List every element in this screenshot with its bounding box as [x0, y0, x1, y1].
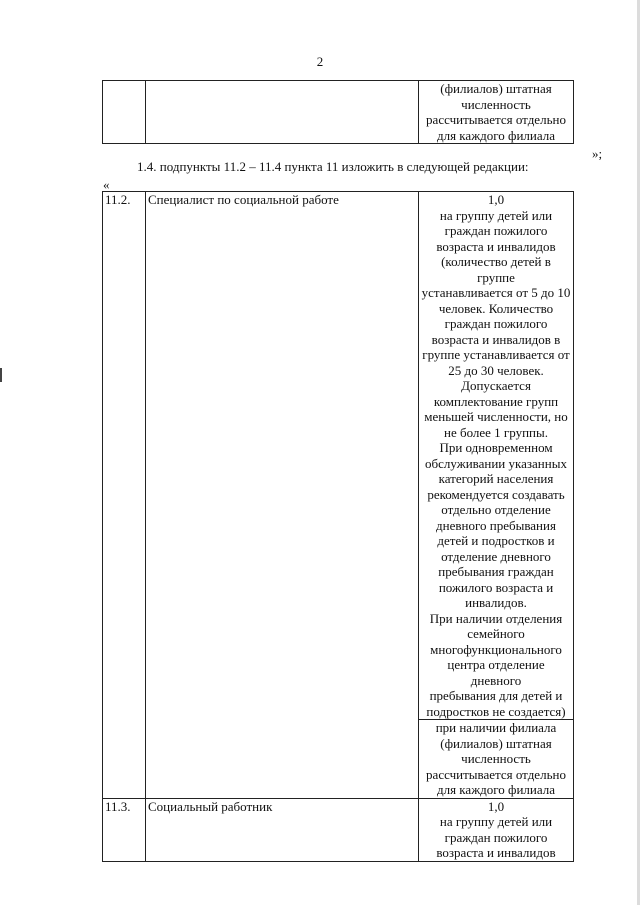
closing-quote: »;: [592, 146, 603, 161]
value-line: человек. Количество: [438, 300, 554, 316]
value-line: возраста и инвалидов: [436, 845, 556, 860]
amendment-paragraph: 1.4. подпункты 11.2 – 11.4 пункта 11 изложить в следующей редакции:: [137, 159, 529, 174]
value-line: граждан пожилого: [444, 829, 548, 845]
value-line: (филиалов) штатная: [440, 735, 552, 751]
table-row: [103, 798, 574, 861]
value-line: меньшей численности, но: [424, 409, 568, 424]
value-line: 25 до 30 человек.: [448, 362, 544, 378]
value-line: граждан пожилого: [444, 316, 548, 331]
value-cell: [419, 192, 574, 720]
value-line: семейного: [467, 626, 525, 641]
row-number: 11.3.: [103, 798, 146, 861]
value-line: подростков не создается): [426, 703, 566, 719]
value-line: численность: [461, 96, 531, 112]
value-line: для каждого филиала: [436, 127, 556, 143]
value-line: категорий населения: [438, 471, 554, 486]
value-line: (количество детей в группе: [441, 254, 551, 285]
value-line: отдельно отделение: [441, 502, 551, 517]
value-line: пребывания граждан: [438, 564, 554, 579]
opening-quote: «: [103, 177, 110, 192]
page-number: 2: [316, 54, 324, 69]
value-line: При одновременном: [439, 440, 553, 455]
value-line: отделение дневного: [441, 548, 551, 564]
value-line: на группу детей или: [439, 207, 553, 223]
value-line: инвалидов.: [465, 595, 527, 610]
value-cell: [419, 798, 574, 861]
value-line: граждан пожилого: [444, 223, 548, 238]
top-table-fragment: [102, 80, 574, 144]
row-number: 11.2.: [103, 192, 146, 799]
value-line: многофункционального: [430, 641, 562, 657]
value-line: не более 1 группы.: [443, 424, 548, 440]
position-name: Социальный работник: [146, 798, 419, 861]
value-line: При наличии отделения: [429, 610, 563, 626]
value-line: при наличии филиала: [435, 720, 557, 735]
value-line: численность: [461, 751, 531, 766]
scan-artifact: [0, 368, 2, 382]
position-name: Специалист по социальной работе: [146, 192, 419, 799]
number-cell: [103, 81, 146, 144]
value-line: обслуживании указанных: [425, 455, 567, 471]
value-cell: [419, 720, 574, 799]
value-cell: [419, 81, 574, 144]
value-line: группе устанавливается от: [422, 347, 570, 362]
value-line: для каждого филиала: [436, 782, 556, 797]
table-row: [103, 81, 574, 144]
staffing-table: [102, 191, 574, 862]
value-line: на группу детей или: [439, 814, 553, 829]
name-cell: [146, 81, 419, 144]
value-line: 1,0: [487, 798, 505, 814]
value-line: Допускается: [461, 378, 531, 393]
value-line: пожилого возраста и: [438, 579, 554, 595]
value-line: рассчитывается отдельно: [426, 112, 566, 127]
value-line: центра отделение дневного: [447, 657, 545, 688]
value-line: пребывания для детей и: [429, 688, 563, 703]
value-line: рассчитывается отдельно: [426, 766, 566, 782]
value-line: возраста и инвалидов: [436, 238, 556, 254]
value-line: устанавливается от 5 до 10: [421, 285, 571, 300]
value-line: комплектование групп: [433, 393, 559, 409]
value-line: (филиалов) штатная: [440, 81, 552, 96]
value-line: детей и подростков и: [437, 533, 555, 548]
value-line: рекомендуется создавать: [427, 486, 565, 502]
value-line: дневного пребывания: [436, 517, 556, 533]
value-line: возраста и инвалидов в: [431, 331, 561, 347]
value-line: 1,0: [487, 192, 505, 207]
table-row: [103, 192, 574, 720]
